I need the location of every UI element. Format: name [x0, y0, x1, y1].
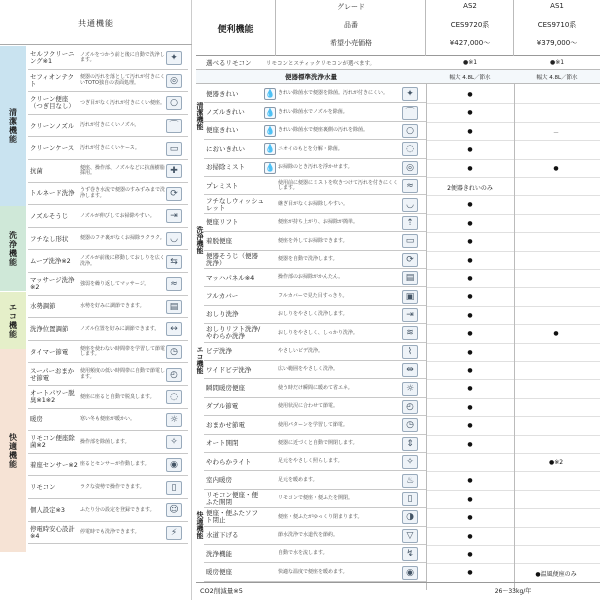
feature-desc: フルカバーで見た目すっきり。 [278, 292, 348, 299]
feature-illustration-icon: ◡ [166, 232, 182, 246]
feature-illustration-icon: ↯ [402, 547, 418, 561]
feature-illustration-icon: ▽ [402, 529, 418, 543]
feature-illustration-icon: ✧ [166, 435, 182, 449]
row-divider [426, 103, 600, 104]
row-divider [426, 269, 600, 270]
feature-illustration-icon: ▤ [402, 271, 418, 285]
feature-row [204, 417, 426, 434]
feature-desc: 操作部を除菌します。 [80, 438, 130, 445]
feature-desc: 快適な温度で便座を暖めます。 [278, 568, 348, 575]
as2-value: ● [467, 275, 473, 282]
water-volume-label: 便器標準洗浄水量 [285, 73, 337, 81]
feature-desc: 汚れが付きにくいノズル。 [80, 122, 140, 129]
feature-name: リモコン [30, 483, 56, 492]
as1-value: ●※2 [548, 459, 564, 466]
feature-illustration-icon: ⚡ [166, 526, 182, 540]
as2-value: ● [467, 330, 473, 338]
feature-desc: 節水洗浄で水道代を節約。 [278, 531, 339, 538]
feature-illustration-icon: ▯ [402, 492, 418, 506]
feature-name: 洗浄位置調節 [30, 324, 69, 333]
feature-illustration-icon: ⇥ [402, 308, 418, 322]
as2-value: ● [467, 385, 473, 393]
feature-name: 便器きれい [206, 89, 239, 98]
as2-value: ● [467, 293, 473, 301]
feature-row [204, 528, 426, 545]
feature-row [204, 233, 426, 250]
feature-illustration-icon: ○ [166, 96, 182, 110]
left-category: エコ機能 [0, 292, 26, 349]
feature-name: 停電時安心設計※4 [30, 524, 75, 540]
feature-name: 洗浄機能 [206, 549, 232, 558]
feature-illustration-icon: ◡ [402, 198, 418, 212]
feature-illustration-icon: ◎ [402, 161, 418, 175]
feature-illustration-icon: ◎ [166, 74, 182, 88]
row-divider [426, 453, 600, 454]
as2-value: ● [467, 219, 473, 227]
row-divider [426, 398, 600, 399]
feature-desc: 使用前に便器にミストを吹きつけて汚れを付きにくくします。 [278, 179, 399, 192]
feature-desc: きれい除菌水で便器を除菌。汚れが付きにくい。 [278, 90, 389, 97]
feature-illustration-icon: ▯ [166, 481, 182, 495]
feature-desc: 便座が持ち上がり、お掃除が簡単。 [278, 219, 359, 226]
feature-illustration-icon: ♨ [402, 474, 418, 488]
right-category: 快適機能 [196, 511, 204, 539]
feature-row [204, 380, 426, 397]
as2-value: ● [467, 551, 473, 558]
feature-illustration-icon: ✦ [402, 87, 418, 101]
feature-row [28, 455, 188, 477]
feature-desc: きれい除菌水でノズルを除菌。 [278, 108, 348, 115]
feature-desc: 使用パターンを学習して節電。 [278, 421, 348, 428]
feature-row [204, 252, 426, 269]
right-category: 洗浄機能 [196, 226, 204, 254]
as2-value: ● [467, 164, 473, 172]
feature-illustration-icon: ▣ [402, 290, 418, 304]
feature-row [204, 399, 426, 416]
as2-value: ● [467, 403, 473, 411]
feature-row [28, 206, 188, 228]
column-as1 [514, 0, 600, 56]
feature-illustration-icon: ◉ [166, 458, 182, 472]
feature-row [28, 274, 188, 296]
row-divider [426, 287, 600, 288]
feature-desc: おしりをやさしく洗浄します。 [278, 311, 348, 318]
feature-illustration-icon: ◷ [402, 418, 418, 432]
feature-desc: 強弱を繰り返してマッサージ。 [80, 280, 150, 287]
feature-name: クリーンノズル [30, 121, 75, 130]
feature-name: 便座リフト [206, 218, 239, 227]
feature-illustration-icon: ☼ [402, 382, 418, 396]
feature-desc: 自動で水を流します。 [278, 550, 328, 557]
feature-row [204, 344, 426, 361]
feature-name: ワイドビデ洗浄 [206, 365, 252, 374]
feature-row [28, 48, 188, 70]
feature-name: 便座きれい [206, 126, 239, 135]
as1-value: ● [553, 330, 559, 338]
title-divider [0, 44, 192, 45]
column-as2 [426, 0, 514, 56]
feature-row [28, 184, 188, 206]
feature-name: 抗菌 [30, 166, 43, 175]
feature-illustration-icon: ▤ [166, 300, 182, 314]
feature-desc: 便座、操作部、ノズルなどに抗菌樹脂採用。 [80, 164, 165, 177]
as2-value: ● [467, 532, 473, 540]
row-divider [426, 527, 600, 528]
feature-name: リモコン便座・便ふた開閉 [206, 490, 258, 506]
remote-col1: ●※1 [462, 59, 478, 66]
feature-illustration-icon: ≈ [402, 179, 418, 193]
feature-illustration-icon: ◑ [402, 510, 418, 524]
feature-row [28, 364, 188, 386]
feature-name: プレミスト [206, 181, 239, 190]
feature-name: 暖房便座 [206, 568, 232, 577]
feature-name: フルカバー [206, 292, 239, 301]
feature-illustration-icon: ⌒ [166, 119, 182, 133]
feature-illustration-icon: ▭ [166, 142, 182, 156]
col1-model: CES9720系 [450, 21, 490, 29]
feature-desc: うず巻き水流で便器のすみずみまで洗浄します。 [80, 187, 166, 199]
feature-row [204, 472, 426, 489]
feature-row [204, 123, 426, 140]
feature-name: オートパワー脱臭※1※2 [30, 389, 75, 405]
feature-row [28, 229, 188, 251]
row-divider [426, 361, 600, 362]
feature-desc: 便器に近づくと自動で開閉します。 [278, 439, 358, 446]
feature-name: セルフクリーニング※1 [30, 50, 75, 66]
feature-illustration-icon: ⌒ [402, 106, 418, 120]
as2-value: ● [467, 477, 473, 485]
remote-desc: リモコンとスティックリモコンが選べます。 [266, 60, 376, 67]
feature-desc: ノズルをつかう前と後に自動で洗浄します。 [80, 51, 165, 64]
feature-illustration-icon: ⇥ [166, 209, 182, 223]
col1-grade: AS2 [463, 2, 477, 10]
feature-row [204, 270, 426, 287]
feature-desc: ニオイのもとを分解・除菌。 [278, 145, 343, 152]
water-drop-icon: 💧 [265, 107, 275, 117]
water-volume-row [196, 70, 600, 84]
as2-value: ● [467, 495, 473, 503]
spec-col2: 幅大 4.8L／節水 [536, 74, 578, 81]
col1-price: ¥427,000～ [449, 39, 491, 47]
feature-illustration-icon: ☺ [166, 503, 182, 517]
feature-illustration-icon: ⟳ [166, 187, 182, 201]
column-divider [514, 84, 515, 590]
feature-desc: 使用状況に合わせて節電。 [278, 403, 339, 410]
feature-desc: ノズル位置を好みに調節できます。 [80, 325, 160, 332]
feature-name: 室内暖房 [206, 476, 232, 485]
row-divider [426, 508, 600, 509]
feature-desc: 使う時だけ瞬間に暖めて省エネ。 [278, 384, 353, 391]
feature-desc: 汚れが付きにくいケース。 [80, 144, 140, 151]
feature-desc: ふたり分の設定を登録できます。 [80, 506, 155, 513]
feature-row [28, 500, 188, 522]
as2-value: ● [467, 311, 473, 319]
row-divider [426, 232, 600, 233]
feature-desc: ノズルが前後に移動しておしりを広く洗浄。 [80, 255, 165, 267]
right-category: エコ機能 [196, 346, 204, 374]
col2-model: CES9710系 [537, 21, 577, 29]
as1-value: － [552, 129, 559, 137]
feature-row [28, 342, 188, 364]
feature-desc: 便器を自動で洗浄します。 [278, 255, 338, 262]
as2-value: ● [467, 146, 473, 154]
as2-value: ● [467, 109, 473, 117]
feature-desc: やさしいビデ洗浄。 [278, 347, 324, 354]
feature-row [204, 196, 426, 213]
feature-desc: 寒い冬も便座が暖かい。 [80, 416, 136, 423]
left-category: 快適機能 [0, 349, 26, 552]
as2-value: ● [467, 569, 473, 577]
feature-row [204, 307, 426, 324]
feature-name: ビデ洗浄 [206, 347, 232, 356]
feature-name: ムーブ洗浄※2 [30, 257, 71, 266]
feature-row [28, 297, 188, 319]
spec-col1: 幅大 4.8L／節水 [449, 74, 491, 81]
feature-desc: おしりをやさしく、しっかり洗浄。 [278, 329, 358, 336]
as2-value: ● [467, 440, 473, 448]
remote-col2: ●※1 [549, 59, 565, 66]
row-divider [426, 122, 600, 123]
feature-illustration-icon: ◌ [402, 142, 418, 156]
feature-row [28, 432, 188, 454]
feature-name: 瞬間暖房便座 [206, 384, 245, 393]
feature-row [204, 546, 426, 563]
row-divider [426, 214, 600, 215]
feature-row [204, 325, 426, 342]
row-divider [426, 416, 600, 417]
feature-name: おまかせ節電 [206, 420, 245, 429]
row-divider [426, 563, 600, 564]
as2-value: ● [467, 348, 473, 356]
feature-name: フチなし形状 [30, 234, 69, 243]
feature-illustration-icon: ⇕ [402, 437, 418, 451]
remote-row [196, 56, 600, 70]
as2-value: ● [467, 201, 473, 209]
feature-name: ノズルそうじ [30, 211, 69, 220]
feature-row [28, 477, 188, 499]
feature-row [204, 491, 426, 508]
feature-desc: 便器の汚れを落として汚れが付きにくいTOTO独自の表面処理。 [80, 74, 166, 86]
feature-name: クリーン便座（つぎ目なし） [30, 95, 75, 111]
feature-desc: 便器のフチ裏がなくお掃除ラクラク。 [80, 235, 165, 242]
as2-value: 2便器きれいのみ [447, 185, 493, 192]
water-drop-icon: 💧 [265, 144, 275, 154]
feature-desc: お掃除のとき汚れを浮かせます。 [278, 163, 353, 170]
feature-desc: 便座に座ると自動で脱臭します。 [80, 393, 155, 400]
feature-desc: 便座・便ふたがゆっくり閉まります。 [278, 513, 363, 520]
as1-value: ●温風便座のみ [535, 571, 577, 579]
table-header [196, 0, 600, 56]
feature-row [204, 86, 426, 103]
feature-row [204, 564, 426, 581]
label-column [276, 0, 426, 56]
left-category: 洗浄機能 [0, 206, 26, 291]
col2-grade: AS1 [550, 2, 564, 10]
feature-row [204, 104, 426, 121]
feature-illustration-icon: ◷ [166, 345, 182, 359]
as2-value: ● [467, 238, 473, 246]
row-divider [426, 435, 600, 436]
feature-name: 個人設定※3 [30, 505, 65, 514]
feature-illustration-icon: ☼ [166, 413, 182, 427]
as2-value: ● [467, 256, 473, 264]
feature-name: 便座・便ふたソフト閉止 [206, 509, 258, 525]
as2-value: ● [467, 367, 473, 374]
feature-illustration-icon: ✦ [166, 51, 182, 65]
feature-name: マッハパネル※4 [206, 273, 255, 282]
row-divider [426, 195, 600, 196]
feature-illustration-icon: ⇹ [402, 363, 418, 377]
row-divider [426, 324, 600, 325]
feature-name: おしり洗浄 [206, 310, 239, 319]
feature-row [204, 454, 426, 471]
feature-name: クリーンケース [30, 144, 75, 153]
feature-illustration-icon: ⇡ [402, 216, 418, 230]
water-drop-icon: 💧 [265, 125, 275, 135]
feature-name: 暖房 [30, 415, 43, 424]
feature-desc: 停電時でも洗浄できます。 [80, 529, 140, 536]
feature-desc: 操作部のお掃除がかんたん。 [278, 274, 344, 281]
feature-illustration-icon: ⇆ [166, 255, 182, 269]
feature-desc: 継ぎ目がなくお掃除しやすい。 [278, 200, 349, 207]
feature-row [28, 387, 188, 409]
feature-desc: 便座を外してお掃除できます。 [278, 237, 348, 244]
feature-illustration-icon: ◉ [402, 566, 418, 580]
price-label: 希望小売価格 [330, 39, 372, 47]
feature-row [28, 116, 188, 138]
feature-desc: ラクな姿勢で操作できます。 [80, 483, 145, 490]
row-divider [426, 159, 600, 160]
feature-desc: つぎ目がなく汚れが付きにくい便座。 [80, 99, 166, 106]
feature-row [204, 160, 426, 177]
column-divider [426, 84, 427, 590]
feature-row [204, 362, 426, 379]
feature-desc: 足元を暖めます。 [278, 476, 318, 483]
feature-row [204, 288, 426, 305]
feature-name: ダブル節電 [206, 402, 239, 411]
feature-name: 便器そうじ（便器洗浄） [206, 251, 258, 267]
feature-illustration-icon: ≋ [402, 326, 418, 340]
feature-name: においきれい [206, 144, 245, 153]
as2-value: ● [467, 514, 473, 522]
feature-illustration-icon: ↔ [166, 322, 182, 336]
row-divider [426, 545, 600, 546]
feature-name: オート開閉 [206, 439, 239, 448]
water-drop-icon: 💧 [265, 162, 275, 172]
row-divider [426, 177, 600, 178]
feature-row [28, 410, 188, 432]
col2-price: ¥379,000～ [536, 39, 578, 47]
feature-row [204, 509, 426, 526]
feature-row [204, 215, 426, 232]
feature-desc: リモコンで便座・便ふたを開閉。 [278, 495, 354, 502]
feature-desc: 足元をやさしく照らします。 [278, 458, 343, 465]
feature-row [204, 436, 426, 453]
feature-name: フチなしウィッシュレット [206, 196, 264, 212]
feature-row [28, 161, 188, 183]
row-divider [426, 140, 600, 141]
feature-row [204, 141, 426, 158]
feature-illustration-icon: ✧ [402, 455, 418, 469]
row-divider [426, 379, 600, 380]
feature-desc: 座るとセンサーが作動します。 [80, 461, 150, 468]
feature-name: リモコン便座除菌※2 [30, 434, 75, 450]
water-drop-icon: 💧 [265, 89, 275, 99]
feature-illustration-icon: ○ [402, 124, 418, 138]
feature-row [28, 319, 188, 341]
feature-desc: ノズルが伸びしてお掃除やすい。 [80, 212, 155, 219]
footer-row [196, 582, 600, 598]
feature-illustration-icon: ≈ [166, 277, 182, 291]
feature-name: ノズルきれい [206, 108, 245, 117]
feature-illustration-icon: ▭ [402, 234, 418, 248]
as2-value: ● [467, 91, 473, 98]
feature-illustration-icon: ✚ [166, 164, 182, 178]
feature-name: 水勢調節 [30, 302, 56, 311]
model-label: 品番 [344, 21, 358, 29]
feature-illustration-icon: ⌇ [402, 345, 418, 359]
feature-desc: 使用頻度の低い時間帯に自動で節電します。 [80, 368, 166, 380]
feature-row [28, 138, 188, 160]
as1-value: ● [553, 164, 559, 172]
feature-illustration-icon: ◌ [166, 390, 182, 404]
panel-title: 共通機能 [78, 19, 114, 28]
row-divider [426, 471, 600, 472]
feature-name: スーパーおまかせ節電 [30, 366, 75, 382]
right-category: 清潔機能 [196, 102, 204, 130]
feature-illustration-icon: ◴ [166, 368, 182, 382]
footer-label: CO2削減量※5 [200, 587, 243, 595]
common-features-panel [0, 0, 192, 600]
feature-row [204, 178, 426, 195]
feature-name: 水道下げる [206, 531, 239, 540]
row-divider [426, 343, 600, 344]
feature-name: 着座センサー※2 [30, 460, 78, 469]
footer-value: 26～33kg/年 [494, 588, 532, 595]
feature-name: お掃除ミスト [206, 163, 245, 172]
feature-row [28, 523, 188, 545]
feature-row [28, 251, 188, 273]
feature-illustration-icon: ◴ [402, 400, 418, 414]
feature-name: セフィオンテクト [30, 72, 74, 88]
left-category: 清潔機能 [0, 46, 26, 206]
row-divider [426, 490, 600, 491]
feature-desc: 水勢を好みに調節できます。 [80, 303, 145, 310]
feature-row [28, 93, 188, 115]
feature-desc: きれい除菌水で便座裏側の汚れを除菌。 [278, 127, 369, 134]
feature-name: おしりリフト洗浄/やわらか洗浄 [206, 325, 261, 341]
row-divider [426, 251, 600, 252]
remote-name: 選べるリモコン [206, 59, 252, 67]
as2-value: ● [467, 127, 473, 135]
feature-name: マッサージ洗浄※2 [30, 276, 75, 292]
feature-name: 着脱便座 [206, 236, 232, 245]
row-divider [426, 306, 600, 307]
grade-label: グレード [337, 3, 365, 11]
feature-illustration-icon: ⟳ [402, 253, 418, 267]
feature-name: タイマー節電 [30, 347, 69, 356]
feature-name: やわらかライト [206, 457, 252, 466]
feature-name: トルネード洗浄 [30, 189, 75, 198]
feature-desc: 便座を使わない時間帯を学習して節電します。 [80, 345, 166, 358]
feature-row [28, 71, 188, 93]
as2-value: ● [467, 422, 473, 430]
section-title: 便利機能 [196, 0, 276, 56]
feature-desc: 広い範囲をやさしく洗浄。 [278, 366, 339, 373]
